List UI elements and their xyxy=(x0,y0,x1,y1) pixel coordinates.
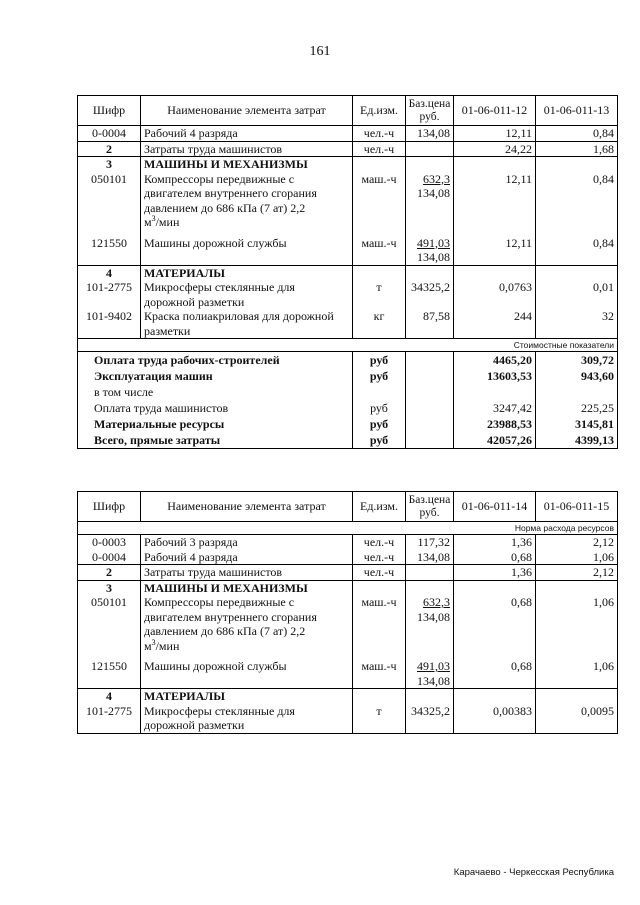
cost-note-row xyxy=(78,339,618,352)
row-code: 2 xyxy=(78,565,141,581)
norm-note-row xyxy=(78,522,618,535)
summary-value-b: 309,72 xyxy=(536,352,618,369)
row-name: Затраты труда машинистов xyxy=(141,565,353,581)
header-price-line1: Баз.цена xyxy=(408,493,451,506)
page-footer: Карачаево - Черкесская Республика xyxy=(453,867,614,878)
row-value-b: 0,84 xyxy=(536,230,618,266)
row-value-a: 12,11 xyxy=(454,172,536,230)
row-value-b: 2,12 xyxy=(536,565,618,581)
summary-name: Эксплуатация машин xyxy=(78,368,353,384)
table-row xyxy=(78,309,618,339)
summary-value-a: 23988,53 xyxy=(454,416,536,432)
row-name xyxy=(141,172,353,230)
row-unit: маш.-ч xyxy=(353,653,406,689)
row-value-a: 0,0763 xyxy=(454,280,536,309)
table-row xyxy=(78,230,618,266)
section-number: 4 xyxy=(78,265,141,280)
superscript: 3 xyxy=(151,214,156,223)
row-code: 121550 xyxy=(78,653,141,689)
superscript: 3 xyxy=(151,637,156,647)
header-name: Наименование элемента затрат xyxy=(141,96,353,126)
row-unit: кг xyxy=(353,309,406,339)
row-value-b: 0,84 xyxy=(536,172,618,230)
cost-note: Стоимостные показатели xyxy=(78,339,618,352)
table-row xyxy=(78,565,618,581)
resource-table-1 xyxy=(77,95,617,449)
row-code: 101-2775 xyxy=(78,280,141,309)
row-price xyxy=(406,565,454,581)
row-value-b: 0,0095 xyxy=(536,704,618,734)
table-row xyxy=(78,550,618,565)
price-labor: 134,08 xyxy=(417,673,450,688)
header-price-line1: Баз.цена xyxy=(408,97,451,110)
summary-row xyxy=(78,368,618,384)
row-name-line: двигателем внутреннего сгорания xyxy=(144,609,317,624)
row-code: 101-2775 xyxy=(78,704,141,734)
row-price: 34325,2 xyxy=(406,280,454,309)
row-name-line: двигателем внутреннего сгорания xyxy=(144,186,317,200)
row-name: Рабочий 4 разряда xyxy=(141,550,353,565)
summary-value-b: 943,60 xyxy=(536,368,618,384)
header-price-line2: руб. xyxy=(419,110,440,123)
summary-name: Оплата труда рабочих-строителей xyxy=(78,352,353,369)
summary-value-a: 4465,20 xyxy=(454,352,536,369)
row-name-line: /мин xyxy=(155,215,180,229)
row-code: 101-9402 xyxy=(78,309,141,339)
row-name: Затраты труда машинистов xyxy=(141,141,353,157)
row-price xyxy=(406,172,454,230)
table-row xyxy=(78,535,618,550)
header-price xyxy=(406,96,454,126)
row-name-line: Компрессоры передвижные с xyxy=(144,595,295,609)
row-price: 117,32 xyxy=(406,535,454,550)
row-name-line: дорожной разметки xyxy=(144,718,245,732)
section-title: МАШИНЫ И МЕХАНИЗМЫ xyxy=(141,157,353,172)
row-name: Рабочий 3 разряда xyxy=(141,535,353,550)
row-unit: чел.-ч xyxy=(353,535,406,550)
section-row xyxy=(78,580,618,595)
row-name xyxy=(141,595,353,653)
section-number: 4 xyxy=(78,689,141,704)
summary-name: Оплата труда машинистов xyxy=(78,400,353,416)
row-unit: т xyxy=(353,704,406,734)
row-value-a: 0,68 xyxy=(454,595,536,653)
row-name xyxy=(141,280,353,309)
section-title: МАТЕРИАЛЫ xyxy=(141,689,353,704)
summary-unit: руб xyxy=(353,416,406,432)
row-value-a: 0,68 xyxy=(454,550,536,565)
row-code: 0-0004 xyxy=(78,126,141,142)
row-unit: маш.-ч xyxy=(353,230,406,266)
row-name xyxy=(141,704,353,734)
header-col-b: 01-06-011-13 xyxy=(536,96,618,126)
summary-value-a: 13603,53 xyxy=(454,368,536,384)
row-value-b: 1,68 xyxy=(536,141,618,157)
row-code: 0-0004 xyxy=(78,550,141,565)
section-row xyxy=(78,265,618,280)
summary-value-a: 3247,42 xyxy=(454,400,536,416)
price-main: 491,03 xyxy=(417,235,450,250)
summary-unit: руб xyxy=(353,400,406,416)
price-main: 632,3 xyxy=(423,595,450,609)
section-title: МАТЕРИАЛЫ xyxy=(141,265,353,280)
table-row xyxy=(78,280,618,309)
header-code: Шифр xyxy=(78,492,141,522)
row-price: 134,08 xyxy=(406,550,454,565)
row-value-a: 12,11 xyxy=(454,230,536,266)
row-unit: чел.-ч xyxy=(353,126,406,142)
row-value-b: 32 xyxy=(536,309,618,339)
header-col-b: 01-06-011-15 xyxy=(536,492,618,522)
summary-row xyxy=(78,432,618,449)
row-name-line: давлением до 686 кПа (7 ат) 2,2 xyxy=(144,200,306,215)
row-value-a: 12,11 xyxy=(454,126,536,142)
page-number: 161 xyxy=(309,44,331,59)
row-unit: маш.-ч xyxy=(353,172,406,230)
section-number: 3 xyxy=(78,157,141,172)
section-number: 3 xyxy=(78,580,141,595)
header-price xyxy=(406,492,454,522)
row-name: Машины дорожной службы xyxy=(141,230,353,266)
row-price xyxy=(406,595,454,653)
summary-value-b: 3145,81 xyxy=(536,416,618,432)
row-value-b: 1,06 xyxy=(536,595,618,653)
row-value-a: 1,36 xyxy=(454,535,536,550)
row-name-line: разметки xyxy=(144,323,191,338)
table-row xyxy=(78,653,618,689)
row-value-b: 2,12 xyxy=(536,535,618,550)
row-name: Машины дорожной службы xyxy=(141,653,353,689)
row-unit: чел.-ч xyxy=(353,565,406,581)
summary-value-b: 225,25 xyxy=(536,400,618,416)
price-main: 491,03 xyxy=(417,659,450,673)
row-name-line: /мин xyxy=(155,638,180,653)
table-header xyxy=(78,96,618,126)
row-name-line: м xyxy=(144,638,152,653)
section-row xyxy=(78,689,618,704)
price-main: 632,3 xyxy=(423,171,450,186)
summary-name: Всего, прямые затраты xyxy=(78,432,353,449)
header-code: Шифр xyxy=(78,96,141,126)
header-unit: Ед.изм. xyxy=(353,96,406,126)
row-code: 121550 xyxy=(78,230,141,266)
row-name-line: м xyxy=(144,215,152,229)
row-price: 134,08 xyxy=(406,126,454,142)
table-row xyxy=(78,172,618,230)
row-price xyxy=(406,230,454,266)
row-value-a: 244 xyxy=(454,309,536,339)
row-value-b: 0,84 xyxy=(536,126,618,142)
summary-row xyxy=(78,416,618,432)
price-labor: 134,08 xyxy=(417,609,450,624)
summary-unit: руб xyxy=(353,368,406,384)
header-col-a: 01-06-011-12 xyxy=(454,96,536,126)
summary-row xyxy=(78,384,618,400)
section-row xyxy=(78,157,618,172)
resource-table-2 xyxy=(77,491,617,734)
row-unit: маш.-ч xyxy=(353,595,406,653)
table-row xyxy=(78,704,618,734)
row-unit: т xyxy=(353,280,406,309)
price-labor: 134,08 xyxy=(417,186,450,200)
row-value-a: 24,22 xyxy=(454,141,536,157)
summary-value-a xyxy=(454,384,536,400)
row-unit: чел.-ч xyxy=(353,550,406,565)
summary-value-a: 42057,26 xyxy=(454,432,536,449)
row-price: 34325,2 xyxy=(406,704,454,734)
section-title: МАШИНЫ И МЕХАНИЗМЫ xyxy=(141,580,353,595)
row-unit: чел.-ч xyxy=(353,141,406,157)
summary-unit xyxy=(353,384,406,400)
row-code: 050101 xyxy=(78,595,141,653)
row-value-a: 0,68 xyxy=(454,653,536,689)
summary-name: в том числе xyxy=(78,384,353,400)
row-code: 050101 xyxy=(78,172,141,230)
row-value-b: 1,06 xyxy=(536,550,618,565)
norm-note: Норма расхода ресурсов xyxy=(78,522,618,535)
row-value-b: 0,01 xyxy=(536,280,618,309)
row-price: 87,58 xyxy=(406,309,454,339)
row-name-line: Микросферы стеклянные для xyxy=(144,280,295,294)
summary-unit: руб xyxy=(353,432,406,449)
table-header xyxy=(78,492,618,522)
table-row xyxy=(78,141,618,157)
summary-unit: руб xyxy=(353,352,406,369)
row-name-line: давлением до 686 кПа (7 ат) 2,2 xyxy=(144,624,306,638)
row-code: 0-0003 xyxy=(78,535,141,550)
row-price xyxy=(406,653,454,689)
table-row xyxy=(78,595,618,653)
table-row xyxy=(78,126,618,142)
header-unit: Ед.изм. xyxy=(353,492,406,522)
row-name-line: Компрессоры передвижные с xyxy=(144,171,295,186)
header-col-a: 01-06-011-14 xyxy=(454,492,536,522)
price-labor: 134,08 xyxy=(417,250,450,264)
row-value-a: 0,00383 xyxy=(454,704,536,734)
row-price xyxy=(406,141,454,157)
summary-row xyxy=(78,400,618,416)
header-name: Наименование элемента затрат xyxy=(141,492,353,522)
row-value-b: 1,06 xyxy=(536,653,618,689)
row-value-a: 1,36 xyxy=(454,565,536,581)
header-price-line2: руб. xyxy=(419,506,440,519)
row-name xyxy=(141,309,353,339)
summary-value-b xyxy=(536,384,618,400)
row-name-line: Микросферы стеклянные для xyxy=(144,703,295,718)
row-name: Рабочий 4 разряда xyxy=(141,126,353,142)
row-code: 2 xyxy=(78,141,141,157)
row-name-line: Краска полиакриловая для дорожной xyxy=(144,309,334,323)
summary-name: Материальные ресурсы xyxy=(78,416,353,432)
row-name-line: дорожной разметки xyxy=(144,294,245,309)
summary-row xyxy=(78,352,618,369)
summary-value-b: 4399,13 xyxy=(536,432,618,449)
